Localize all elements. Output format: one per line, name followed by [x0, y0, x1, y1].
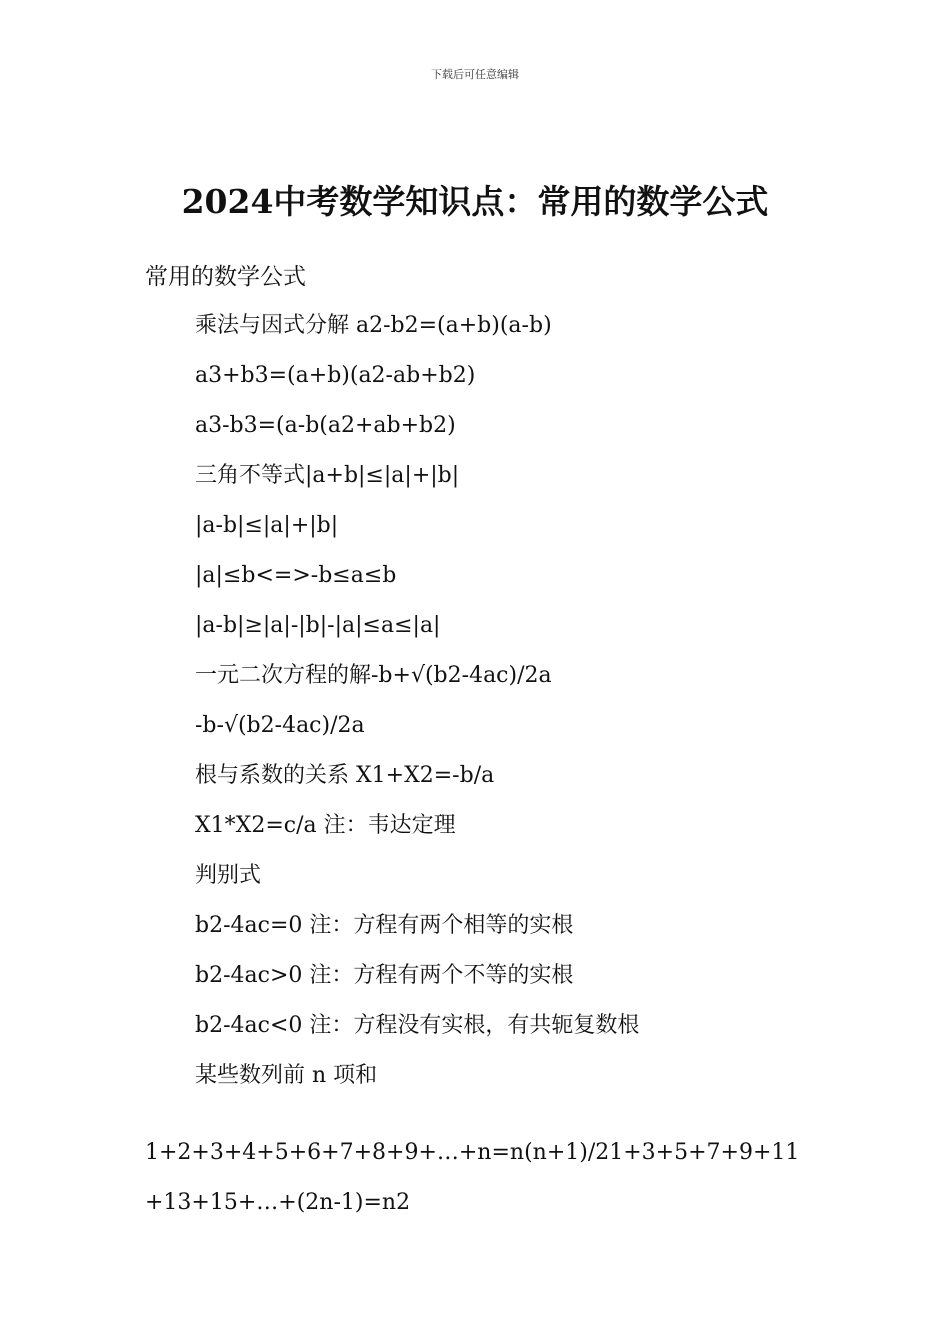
formula-line: a3-b3=(a-b(a2+ab+b2) — [195, 413, 456, 438]
formula-line: 三角不等式|a+b|≤|a|+|b| — [195, 463, 460, 488]
formula-line: b2-4ac>0 注：方程有两个不等的实根 — [195, 963, 574, 988]
formula-line: -b-√(b2-4ac)/2a — [195, 713, 365, 738]
formula-list — [195, 308, 639, 1108]
header-note: 下载后可任意编辑 — [431, 68, 519, 81]
formula-line: 根与系数的关系 X1+X2=-b/a — [195, 763, 495, 788]
formula-line: |a-b|≥|a|-|b|-|a|≤a≤|a| — [195, 613, 441, 638]
formula-line: 乘法与因式分解 a2-b2=(a+b)(a-b) — [195, 313, 552, 338]
formula-line: 某些数列前 n 项和 — [195, 1063, 378, 1088]
series-sum-paragraph: 1+2+3+4+5+6+7+8+9+…+n=n(n+1)/21+3+5+7+9+11+13+15+…+(2n-1)=n2 — [145, 1140, 800, 1215]
formula-line: |a-b|≤|a|+|b| — [195, 513, 339, 538]
formula-line: X1*X2=c/a 注：韦达定理 — [195, 813, 456, 838]
formula-line: b2-4ac<0 注：方程没有实根，有共轭复数根 — [195, 1013, 640, 1038]
formula-line: 一元二次方程的解-b+√(b2-4ac)/2a — [195, 663, 552, 688]
section-heading: 常用的数学公式 — [145, 264, 306, 290]
document-title: 2024中考数学知识点：常用的数学公式 — [181, 182, 769, 221]
formula-line: b2-4ac=0 注：方程有两个相等的实根 — [195, 913, 574, 938]
formula-line: 判别式 — [195, 863, 262, 888]
formula-line: a3+b3=(a+b)(a2-ab+b2) — [195, 363, 476, 388]
formula-line: |a|≤b<=>-b≤a≤b — [195, 563, 397, 588]
